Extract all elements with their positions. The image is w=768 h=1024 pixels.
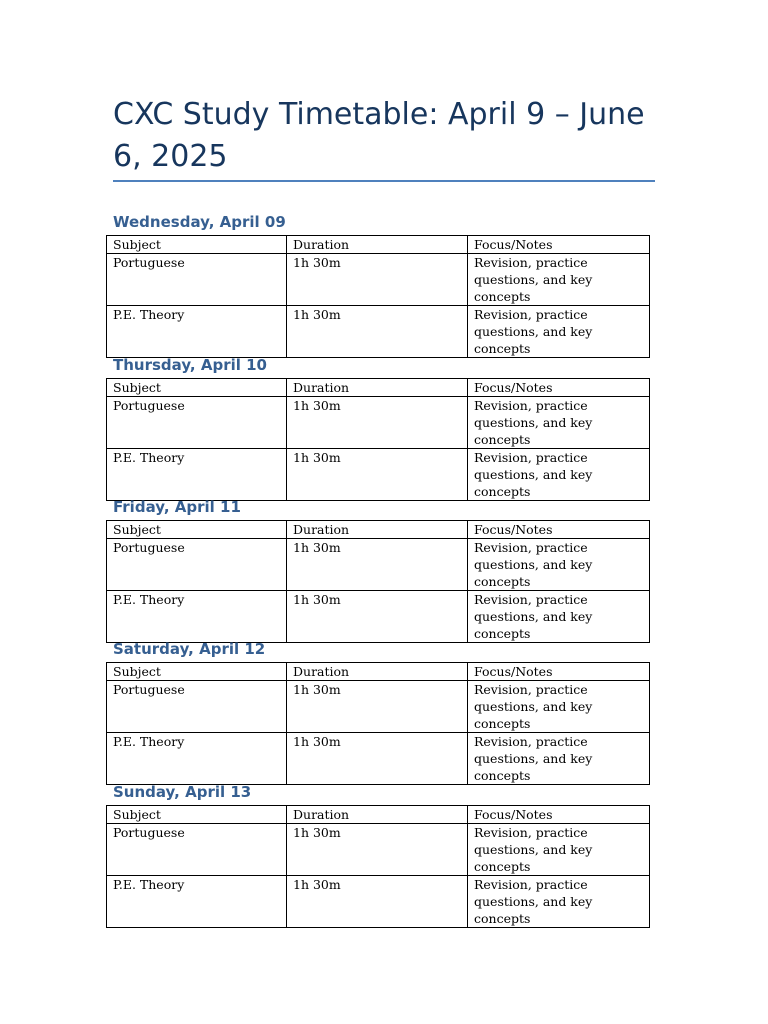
cell-duration: 1h 30m bbox=[287, 539, 468, 591]
cell-subject: Portuguese bbox=[107, 824, 287, 876]
day-section bbox=[106, 213, 649, 358]
header-duration: Duration bbox=[287, 236, 468, 254]
cell-notes: Revision, practice questions, and key concepts bbox=[468, 591, 650, 643]
timetable bbox=[106, 662, 650, 785]
table-header-row bbox=[107, 663, 650, 681]
table-header-row bbox=[107, 521, 650, 539]
header-subject: Subject bbox=[107, 379, 287, 397]
cell-duration: 1h 30m bbox=[287, 681, 468, 733]
table-row bbox=[107, 876, 650, 928]
table-header-row bbox=[107, 379, 650, 397]
header-duration: Duration bbox=[287, 806, 468, 824]
timetable bbox=[106, 378, 650, 501]
cell-notes: Revision, practice questions, and key concepts bbox=[468, 449, 650, 501]
table-header-row bbox=[107, 236, 650, 254]
header-duration: Duration bbox=[287, 379, 468, 397]
cell-duration: 1h 30m bbox=[287, 254, 468, 306]
cell-subject: P.E. Theory bbox=[107, 591, 287, 643]
header-duration: Duration bbox=[287, 663, 468, 681]
title-underline bbox=[113, 180, 655, 182]
day-section bbox=[106, 640, 649, 785]
document-title: CXC Study Timetable: April 9 – June 6, 2025 bbox=[113, 97, 645, 174]
day-heading: Thursday, April 10 bbox=[113, 356, 267, 374]
table-row bbox=[107, 254, 650, 306]
cell-subject: Portuguese bbox=[107, 681, 287, 733]
table-row bbox=[107, 397, 650, 449]
table-header-row bbox=[107, 806, 650, 824]
header-subject: Subject bbox=[107, 521, 287, 539]
cell-duration: 1h 30m bbox=[287, 449, 468, 501]
header-focus-notes: Focus/Notes bbox=[468, 236, 650, 254]
cell-notes: Revision, practice questions, and key concepts bbox=[468, 681, 650, 733]
timetable bbox=[106, 235, 650, 358]
cell-subject: Portuguese bbox=[107, 539, 287, 591]
cell-duration: 1h 30m bbox=[287, 733, 468, 785]
day-section bbox=[106, 356, 649, 501]
header-focus-notes: Focus/Notes bbox=[468, 521, 650, 539]
cell-subject: Portuguese bbox=[107, 397, 287, 449]
table-row bbox=[107, 733, 650, 785]
table-row bbox=[107, 681, 650, 733]
table-row bbox=[107, 449, 650, 501]
cell-subject: P.E. Theory bbox=[107, 449, 287, 501]
day-heading: Friday, April 11 bbox=[113, 498, 241, 516]
timetable bbox=[106, 805, 650, 928]
day-heading: Sunday, April 13 bbox=[113, 783, 252, 801]
cell-subject: Portuguese bbox=[107, 254, 287, 306]
day-heading: Saturday, April 12 bbox=[113, 640, 266, 658]
header-duration: Duration bbox=[287, 521, 468, 539]
header-subject: Subject bbox=[107, 663, 287, 681]
header-subject: Subject bbox=[107, 806, 287, 824]
cell-duration: 1h 30m bbox=[287, 397, 468, 449]
table-row bbox=[107, 824, 650, 876]
day-section bbox=[106, 498, 649, 643]
table-row bbox=[107, 306, 650, 358]
cell-duration: 1h 30m bbox=[287, 824, 468, 876]
header-subject: Subject bbox=[107, 236, 287, 254]
header-focus-notes: Focus/Notes bbox=[468, 806, 650, 824]
cell-notes: Revision, practice questions, and key concepts bbox=[468, 306, 650, 358]
cell-duration: 1h 30m bbox=[287, 591, 468, 643]
cell-notes: Revision, practice questions, and key concepts bbox=[468, 254, 650, 306]
cell-notes: Revision, practice questions, and key concepts bbox=[468, 876, 650, 928]
cell-subject: P.E. Theory bbox=[107, 876, 287, 928]
header-focus-notes: Focus/Notes bbox=[468, 379, 650, 397]
cell-notes: Revision, practice questions, and key concepts bbox=[468, 539, 650, 591]
cell-subject: P.E. Theory bbox=[107, 306, 287, 358]
cell-notes: Revision, practice questions, and key concepts bbox=[468, 397, 650, 449]
day-section bbox=[106, 783, 649, 928]
cell-notes: Revision, practice questions, and key concepts bbox=[468, 733, 650, 785]
table-row bbox=[107, 591, 650, 643]
timetable bbox=[106, 520, 650, 643]
table-row bbox=[107, 539, 650, 591]
cell-duration: 1h 30m bbox=[287, 876, 468, 928]
cell-duration: 1h 30m bbox=[287, 306, 468, 358]
header-focus-notes: Focus/Notes bbox=[468, 663, 650, 681]
cell-subject: P.E. Theory bbox=[107, 733, 287, 785]
day-heading: Wednesday, April 09 bbox=[113, 213, 286, 231]
cell-notes: Revision, practice questions, and key concepts bbox=[468, 824, 650, 876]
